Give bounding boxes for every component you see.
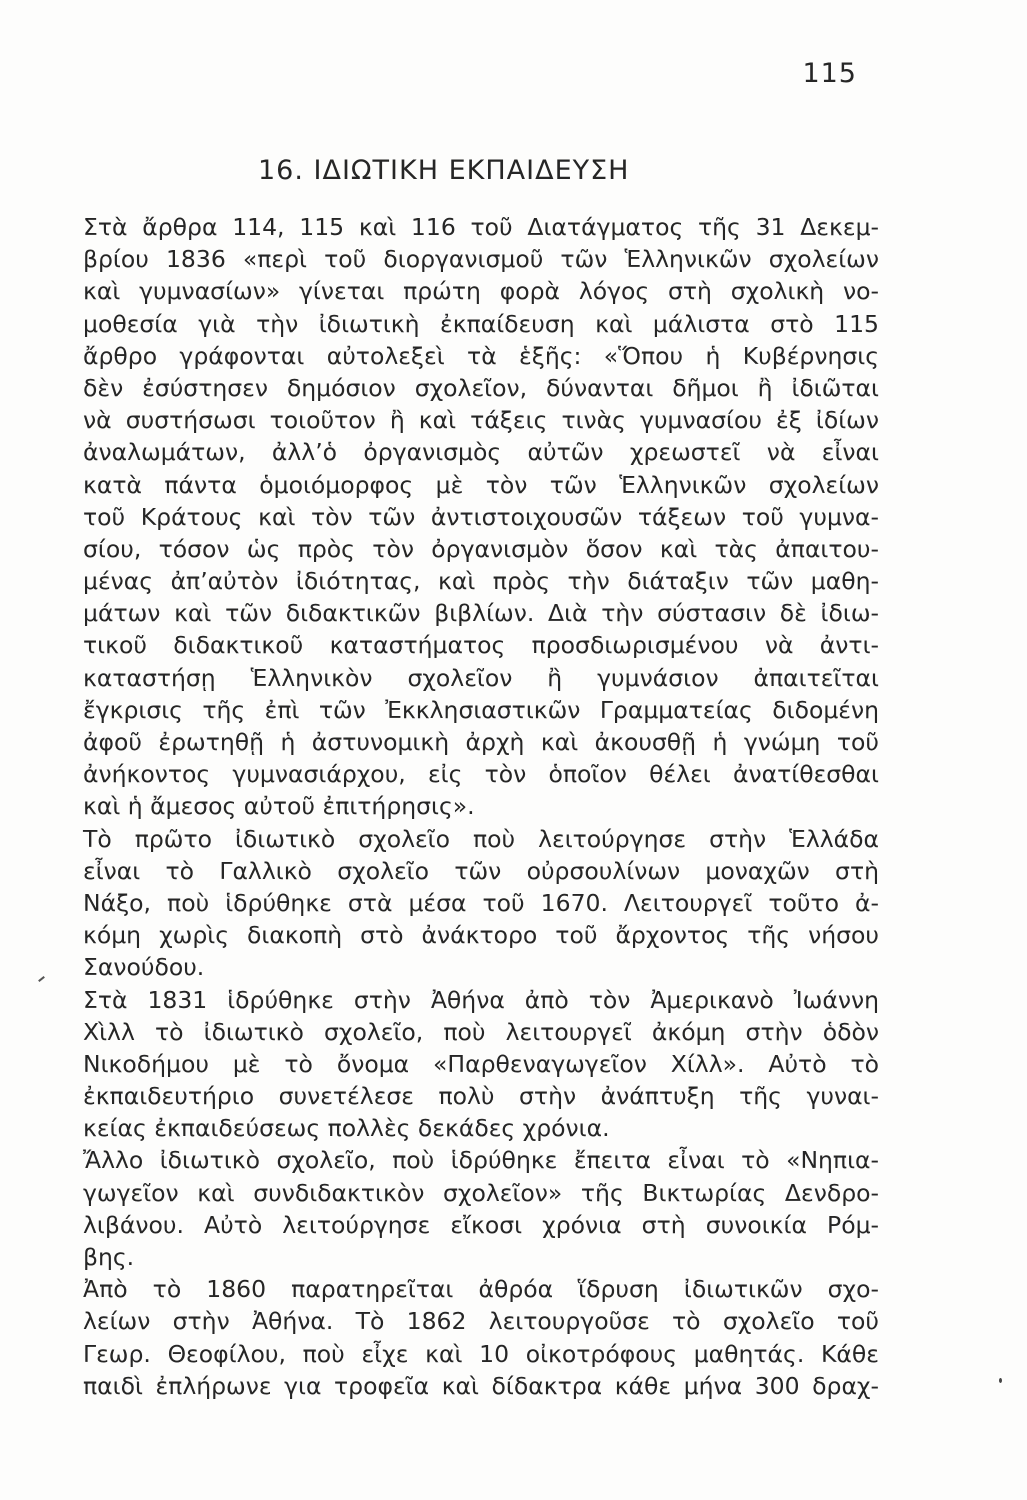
text-line: γωγεῖον καὶ συνδιδακτικὸν σχολεῖον» τῆς Βικτωρίας Δενδρο- <box>83 1178 879 1207</box>
text-line: Χὶλλ τὸ ἰδιωτικὸ σχολεῖο, ποὺ λειτουργεῖ ἀκόμη στὴν ὁδὸν <box>83 1017 879 1046</box>
text-line: Νικοδήμου μὲ τὸ ὄνομα «Παρθεναγωγεῖον Χίλλ». Αὐτὸ τὸ <box>83 1049 879 1078</box>
text-line: ἀφοῦ ἐρωτηθῇ ἡ ἀστυνομικὴ ἀρχὴ καὶ ἀκουσθῇ ἡ γνώμη τοῦ <box>83 728 879 756</box>
text-line: κόμη χωρὶς διακοπὴ στὸ ἀνάκτορο τοῦ ἄρχοντος τῆς νήσου <box>83 921 879 950</box>
text-line: Στὰ 1831 ἱδρύθηκε στὴν Ἀθήνα ἀπὸ τὸν Ἀμερικανὸ Ἰωάννη <box>83 985 879 1014</box>
text-line: Στὰ ἄρθρα 114, 115 καὶ 116 τοῦ Διατάγματος τῆς 31 Δεκεμ- <box>83 213 879 241</box>
scan-speck <box>999 1378 1002 1383</box>
text-line: Γεωρ. Θεοφίλου, ποὺ εἶχε καὶ 10 οἰκοτρόφους μαθητάς. Κάθε <box>83 1339 879 1368</box>
text-line: Ἀπὸ τὸ 1860 παρατηρεῖται ἀθρόα ἵδρυση ἰδιωτικῶν σχο- <box>83 1275 879 1304</box>
text-line: μοθεσία γιὰ τὴν ἰδιωτικὴ ἐκπαίδευση καὶ μάλιστα στὸ 115 <box>83 309 879 338</box>
text-line: τοῦ Κράτους καὶ τὸν τῶν ἀντιστοιχουσῶν τάξεων τοῦ γυμνα- <box>83 502 879 531</box>
text-line: μένας ἀπ’αὐτὸν ἰδιότητας, καὶ πρὸς τὴν διάταξιν τῶν μαθη- <box>83 567 879 596</box>
text-line: Σανούδου. <box>83 953 205 982</box>
text-line: ἔγκρισις τῆς ἐπὶ τῶν Ἐκκλησιαστικῶν Γραμματείας διδομένη <box>83 695 879 724</box>
text-line: κατὰ πάντα ὁμοιόμορφος μὲ τὸν τῶν Ἑλληνικῶν σχολείων <box>83 470 879 499</box>
text-line: Νάξο, ποὺ ἱδρύθηκε στὰ μέσα τοῦ 1670. Λειτουργεῖ τοῦτο ἀ- <box>83 888 879 917</box>
page-number: 115 <box>802 58 857 89</box>
text-line: ἀνήκοντος γυμνασιάρχου, εἰς τὸν ὁποῖον θέλει ἀνατίθεσθαι <box>83 760 879 789</box>
body-text <box>83 211 879 1402</box>
text-line: νὰ συστήσωσι τοιοῦτον ἢ καὶ τάξεις τινὰς γυμνασίου ἐξ ἰδίων <box>83 406 879 435</box>
text-line: λιβάνου. Αὐτὸ λειτούργησε εἴκοσι χρόνια στὴ συνοικία Ρόμ- <box>83 1210 879 1239</box>
text-line: εἶναι τὸ Γαλλικὸ σχολεῖο τῶν οὐρσουλίνων μοναχῶν στὴ <box>83 856 879 885</box>
text-line: παιδὶ ἐπλήρωνε για τροφεῖα καὶ δίδακτρα κάθε μήνα 300 δραχ- <box>83 1371 879 1400</box>
text-line: ἄρθρο γράφονται αὐτολεξεὶ τὰ ἑξῆς: «Ὅπου ἡ Κυβέρνησις <box>83 341 879 370</box>
text-line: δὲν ἐσύστησεν δημόσιον σχολεῖον, δύνανται δῆμοι ἢ ἰδιῶται <box>83 373 879 402</box>
text-line: καὶ γυμνασίων» γίνεται πρώτη φορὰ λόγος στὴ σχολικὴ νο- <box>83 277 879 306</box>
text-line: ἀναλωμάτων, ἀλλ’ὁ ὀργανισμὸς αὐτῶν χρεωστεῖ νὰ εἶναι <box>83 438 879 467</box>
text-line: μάτων καὶ τῶν διδακτικῶν βιβλίων. Διὰ τὴν σύστασιν δὲ ἰδιω- <box>83 599 879 628</box>
text-line: κείας ἐκπαιδεύσεως πολλὲς δεκάδες χρόνια. <box>83 1114 610 1143</box>
text-line: ἐκπαιδευτήριο συνετέλεσε πολὺ στὴν ἀνάπτυξη τῆς γυναι- <box>83 1082 879 1111</box>
text-line: τικοῦ διδακτικοῦ καταστήματος προσδιωρισμένου νὰ ἀντι- <box>83 631 879 660</box>
text-line: καταστήσῃ Ἑλληνικὸν σχολεῖον ἢ γυμνάσιον ἀπαιτεῖται <box>83 663 879 692</box>
text-line: σίου, τόσον ὡς πρὸς τὸν ὀργανισμὸν ὅσον καὶ τὰς ἀπαιτου- <box>83 534 879 563</box>
chapter-title: 16. ΙΔΙΩΤΙΚΗ ΕΚΠΑΙΔΕΥΣΗ <box>258 155 630 186</box>
text-line: καὶ ἡ ἄμεσος αὐτοῦ ἐπιτήρησις». <box>83 792 475 821</box>
text-line: βρίου 1836 «περὶ τοῦ διοργανισμοῦ τῶν Ἑλληνικῶν σχολείων <box>83 245 879 274</box>
text-line: λείων στὴν Ἀθήνα. Τὸ 1862 λειτουργοῦσε τὸ σχολεῖο τοῦ <box>83 1307 879 1336</box>
text-line: Ἄλλο ἰδιωτικὸ σχολεῖο, ποὺ ἱδρύθηκε ἔπειτα εἶναι τὸ «Νηπια- <box>83 1146 879 1175</box>
margin-pencil-mark <box>38 976 45 982</box>
text-line: βης. <box>83 1243 135 1271</box>
text-line: Τὸ πρῶτο ἰδιωτικὸ σχολεῖο ποὺ λειτούργησε στὴν Ἑλλάδα <box>83 824 879 853</box>
